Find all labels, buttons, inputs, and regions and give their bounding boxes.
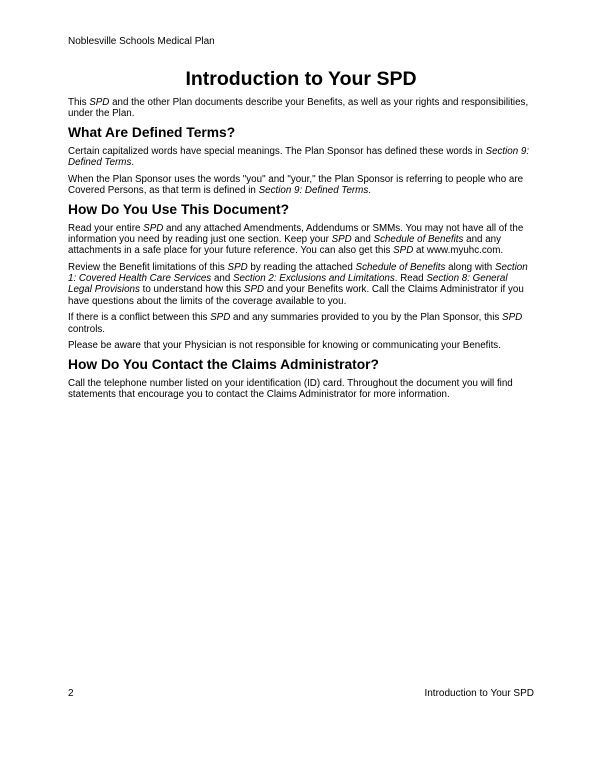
section-heading-how-do-you-contact-the-claims-administrator: How Do You Contact the Claims Administrator? <box>68 357 379 373</box>
paragraph: Certain capitalized words have special meanings. The Plan Sponsor has defined these words in Section 9: Defined Terms. <box>68 145 530 169</box>
paragraph: Read your entire SPD and any attached Amendments, Addendums or SMMs. You may not have all of the information you need by reading just one section. Keep your SPD and Schedule of Benefits and any attachments in a safe place for your future reference. You can also get this SPD at www.myuhc.com. <box>68 222 524 257</box>
footer-title: Introduction to Your SPD <box>424 688 534 699</box>
page-title: Introduction to Your SPD <box>185 67 417 90</box>
paragraph: If there is a conflict between this SPD and any summaries provided to you by the Plan Sponsor, this SPD controls. <box>68 312 523 335</box>
paragraph: When the Plan Sponsor uses the words "you" and "your," the Plan Sponsor is referring to people who are Covered Persons, as that term is defined in Section 9: Defined Terms. <box>68 173 524 197</box>
paragraph: Please be aware that your Physician is not responsible for knowing or communicating your Benefits. <box>68 340 501 352</box>
running-header: Noblesville Schools Medical Plan <box>68 36 215 47</box>
intro-paragraph: This SPD and the other Plan documents describe your Benefits, as well as your rights and responsibilities, under the Plan. <box>68 97 529 120</box>
page-footer <box>68 688 534 700</box>
paragraph: Review the Benefit limitations of this SPD by reading the attached Schedule of Benefits along with Section 1: Covered Health Care Services and Section 2: Exclusions and Limitations. Read Section 8: General Legal Provisions to understand how this SPD and your Benefits work. Call the Claims Administrator if you have questions about the limits of the coverage available to you. <box>68 261 528 307</box>
section-heading-what-are-defined-terms: What Are Defined Terms? <box>68 124 236 140</box>
section-heading-how-do-you-use-this-document: How Do You Use This Document? <box>68 201 290 217</box>
paragraph: Call the telephone number listed on your identification (ID) card. Throughout the document you will find statements that encourage you to contact the Claims Administrator for more information. <box>68 377 513 401</box>
page-number: 2 <box>68 688 74 699</box>
